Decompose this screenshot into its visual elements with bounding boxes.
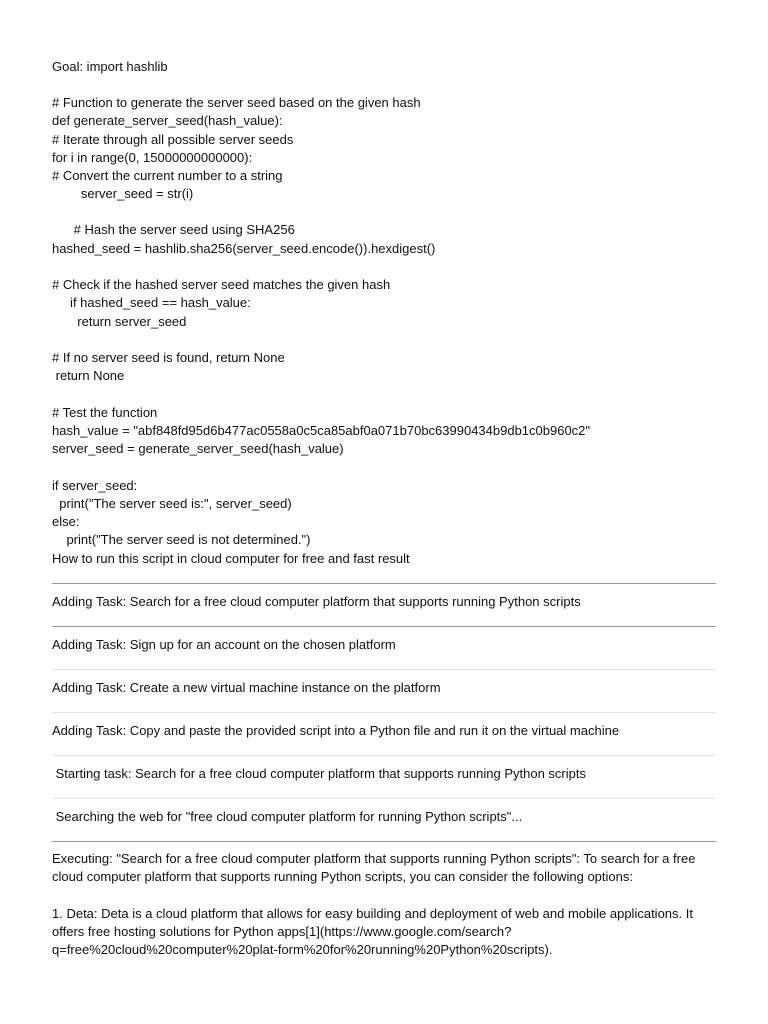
code-line: return server_seed — [52, 314, 187, 329]
question-line: How to run this script in cloud computer for free and fast result — [52, 551, 410, 566]
code-line: server_seed = str(i) — [52, 186, 194, 201]
task-item: Adding Task: Copy and paste the provided script into a Python file and run it on the virtual machine — [52, 723, 620, 738]
code-line: # Hash the server seed using SHA256 — [52, 222, 295, 237]
code-line: # Iterate through all possible server seeds — [52, 132, 294, 147]
code-line: print("The server seed is:", server_seed) — [52, 496, 292, 511]
code-line: for i in range(0, 15000000000000): — [52, 150, 253, 165]
code-line: return None — [52, 368, 125, 383]
task-divider — [52, 669, 716, 670]
task-divider — [52, 755, 716, 756]
code-line: else: — [52, 514, 80, 529]
section-divider — [52, 626, 716, 627]
code-line: hash_value = "abf848fd95d6b477ac0558a0c5ca85abf0a071b70bc63990434b9db1c0b960c2" — [52, 423, 591, 438]
task-item: Adding Task: Create a new virtual machine instance on the platform — [52, 680, 441, 695]
task-item: Searching the web for "free cloud computer platform for running Python scripts"... — [52, 809, 523, 824]
code-line: print("The server seed is not determined.") — [52, 532, 311, 547]
code-line: hashed_seed = hashlib.sha256(server_seed.encode()).hexdigest() — [52, 241, 436, 256]
code-line: server_seed = generate_server_seed(hash_value) — [52, 441, 344, 456]
task-item: Adding Task: Search for a free cloud computer platform that supports running Python scripts — [52, 594, 581, 609]
code-line: # Convert the current number to a string — [52, 168, 283, 183]
section-divider — [52, 841, 716, 842]
task-item: Starting task: Search for a free cloud computer platform that supports running Python scripts — [52, 766, 586, 781]
code-line: if server_seed: — [52, 478, 138, 493]
task-divider — [52, 798, 716, 799]
code-line: # Function to generate the server seed based on the given hash — [52, 95, 421, 110]
code-line: # If no server seed is found, return None — [52, 350, 285, 365]
code-line: # Check if the hashed server seed matches the given hash — [52, 277, 391, 292]
section-divider — [52, 583, 716, 584]
code-line: # Test the function — [52, 405, 158, 420]
executing-paragraph: Executing: "Search for a free cloud computer platform that supports running Python scripts": To search for a free cloud computer platform that supports running Python scripts, you can consider the following options: — [52, 851, 696, 884]
task-divider — [52, 712, 716, 713]
code-line: if hashed_seed == hash_value: — [52, 295, 251, 310]
code-line: def generate_server_seed(hash_value): — [52, 113, 283, 128]
option-paragraph: 1. Deta: Deta is a cloud platform that allows for easy building and deployment of web and mobile applications. It offers free hosting solutions for Python apps[1](https://www.google.com/search?q=free%20cloud%20computer%20plat-form%20for%20running%20Python%20scripts). — [52, 906, 693, 957]
task-item: Adding Task: Sign up for an account on the chosen platform — [52, 637, 396, 652]
code-line: Goal: import hashlib — [52, 59, 168, 74]
